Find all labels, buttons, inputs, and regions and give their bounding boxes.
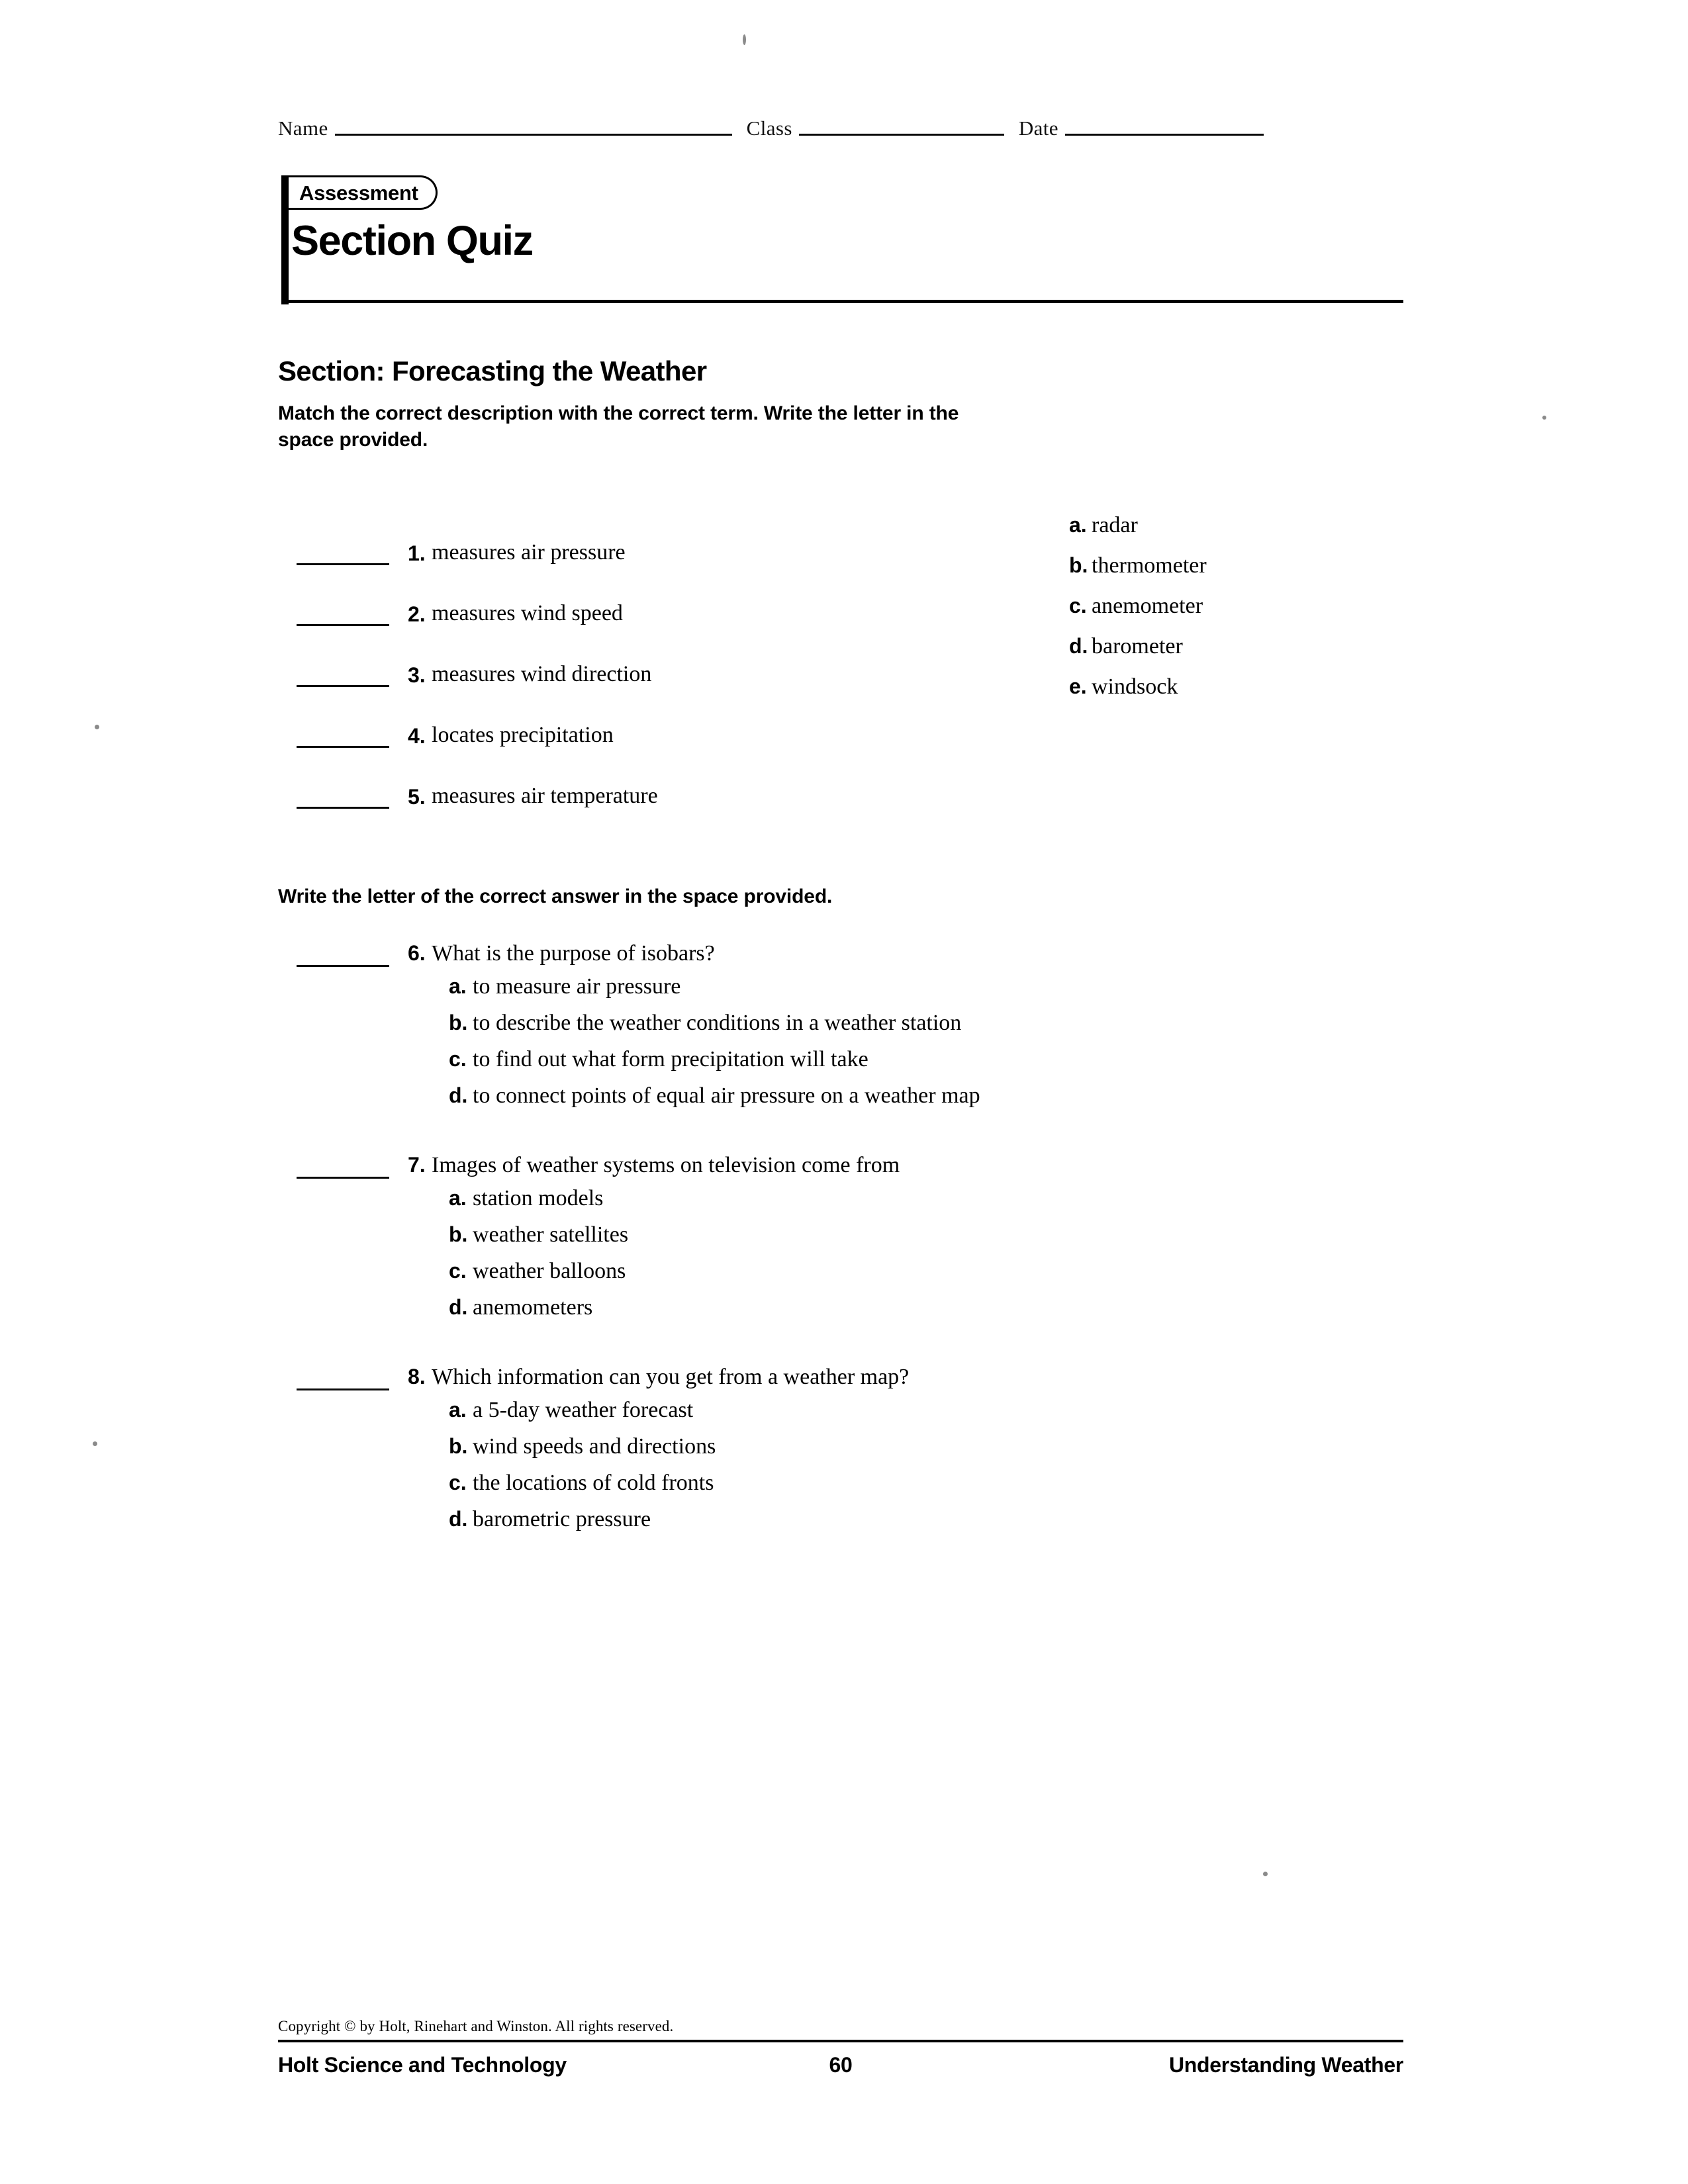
term-text: barometer bbox=[1092, 634, 1183, 659]
answer-blank[interactable] bbox=[297, 965, 389, 967]
student-info-line bbox=[278, 118, 1403, 138]
item-text: measures wind speed bbox=[432, 601, 623, 625]
choice-option[interactable] bbox=[449, 1398, 1403, 1434]
choice-option[interactable] bbox=[449, 1295, 1403, 1332]
question-item bbox=[278, 1363, 1403, 1543]
assessment-badge-label: Assessment bbox=[299, 181, 418, 205]
section-heading: Section: Forecasting the Weather bbox=[278, 355, 707, 387]
term-option bbox=[1069, 674, 1400, 715]
masthead bbox=[278, 169, 1403, 304]
term-letter: a. bbox=[1069, 513, 1087, 537]
scan-speckle bbox=[93, 1441, 97, 1446]
question-number: 6. bbox=[408, 941, 426, 965]
choice-option[interactable] bbox=[449, 1047, 1403, 1083]
date-blank-line[interactable] bbox=[1065, 133, 1264, 136]
item-number: 3. bbox=[408, 663, 426, 687]
choice-letter: a. bbox=[449, 1398, 467, 1422]
footer-chapter-title: Understanding Weather bbox=[1168, 2053, 1403, 2077]
question-item bbox=[278, 1152, 1403, 1332]
scan-speckle bbox=[743, 34, 746, 45]
scan-speckle bbox=[1263, 1872, 1268, 1876]
choice-option[interactable] bbox=[449, 974, 1403, 1011]
choice-option[interactable] bbox=[449, 1011, 1403, 1047]
matching-directions: Match the correct description with the correct term. Write the letter in the space provided. bbox=[278, 402, 959, 451]
footer-rule bbox=[278, 2040, 1403, 2042]
choice-text: barometric pressure bbox=[473, 1507, 651, 1531]
matching-row bbox=[278, 516, 1006, 577]
term-text: radar bbox=[1092, 513, 1138, 537]
masthead-horizontal-rule bbox=[281, 300, 1403, 303]
item-text: measures air pressure bbox=[432, 540, 626, 565]
term-text: thermometer bbox=[1092, 553, 1207, 578]
scan-speckle bbox=[95, 725, 99, 729]
choice-text: to find out what form precipitation will take bbox=[473, 1047, 868, 1071]
question-stem: Images of weather systems on television come from bbox=[432, 1153, 900, 1177]
term-option bbox=[1069, 513, 1400, 553]
question-stem-row bbox=[278, 940, 1403, 974]
page-title: Section Quiz bbox=[291, 218, 533, 264]
item-number: 2. bbox=[408, 602, 426, 626]
choice-option[interactable] bbox=[449, 1222, 1403, 1259]
choice-letter: b. bbox=[449, 1222, 468, 1246]
item-text: measures wind direction bbox=[432, 662, 652, 686]
matching-row bbox=[278, 760, 1006, 821]
question-item bbox=[278, 940, 1403, 1120]
term-text: windsock bbox=[1092, 674, 1178, 699]
choice-letter: b. bbox=[449, 1011, 468, 1034]
choice-letter: d. bbox=[449, 1507, 468, 1531]
page-content-column bbox=[278, 0, 1403, 2184]
date-label: Date bbox=[1018, 116, 1058, 140]
answer-blank[interactable] bbox=[297, 624, 389, 626]
choice-text: the locations of cold fronts bbox=[473, 1471, 714, 1495]
term-letter: d. bbox=[1069, 634, 1088, 658]
term-option bbox=[1069, 553, 1400, 594]
choice-text: a 5-day weather forecast bbox=[473, 1398, 694, 1422]
choice-option[interactable] bbox=[449, 1471, 1403, 1507]
choice-letter: c. bbox=[449, 1259, 467, 1283]
question-stem-row bbox=[278, 1152, 1403, 1186]
choice-text: weather satellites bbox=[473, 1222, 629, 1247]
question-stem: What is the purpose of isobars? bbox=[432, 941, 715, 966]
choice-letter: a. bbox=[449, 1186, 467, 1210]
footer-book-title: Holt Science and Technology bbox=[278, 2053, 567, 2077]
footer-row bbox=[278, 2053, 1403, 2077]
question-stem-row bbox=[278, 1363, 1403, 1398]
multiple-choice-list bbox=[278, 940, 1403, 1575]
term-option bbox=[1069, 594, 1400, 634]
choice-letter: d. bbox=[449, 1295, 468, 1319]
choice-text: wind speeds and directions bbox=[473, 1434, 716, 1459]
item-number: 5. bbox=[408, 785, 426, 809]
page-footer bbox=[278, 2019, 1403, 2077]
term-text: anemometer bbox=[1092, 594, 1203, 618]
choice-text: to describe the weather conditions in a weather station bbox=[473, 1011, 962, 1035]
answer-blank[interactable] bbox=[297, 1177, 389, 1179]
answer-blank[interactable] bbox=[297, 807, 389, 809]
item-number: 4. bbox=[408, 724, 426, 748]
choice-text: to measure air pressure bbox=[473, 974, 681, 999]
item-text: measures air temperature bbox=[432, 784, 658, 808]
choice-text: to connect points of equal air pressure on a weather map bbox=[473, 1083, 980, 1108]
answer-blank[interactable] bbox=[297, 685, 389, 687]
item-text: locates precipitation bbox=[432, 723, 614, 747]
choice-letter: d. bbox=[449, 1083, 468, 1107]
choice-option[interactable] bbox=[449, 1434, 1403, 1471]
choice-letter: b. bbox=[449, 1434, 468, 1458]
matching-descriptions-column bbox=[278, 516, 1006, 821]
term-letter: e. bbox=[1069, 674, 1087, 698]
scan-speckle bbox=[1542, 416, 1546, 420]
question-number: 7. bbox=[408, 1153, 426, 1177]
matching-terms-column bbox=[1069, 513, 1400, 715]
matching-row bbox=[278, 699, 1006, 760]
copyright-notice: Copyright © by Holt, Rinehart and Winston. All rights reserved. bbox=[278, 2018, 674, 2034]
choice-text: anemometers bbox=[473, 1295, 593, 1320]
choice-option[interactable] bbox=[449, 1507, 1403, 1543]
name-label: Name bbox=[278, 116, 328, 140]
assessment-badge bbox=[289, 175, 438, 210]
class-blank-line[interactable] bbox=[799, 133, 1004, 136]
choice-letter: c. bbox=[449, 1047, 467, 1071]
page-number: 60 bbox=[829, 2053, 853, 2077]
multiple-choice-directions: Write the letter of the correct answer in the space provided. bbox=[278, 886, 833, 907]
question-stem: Which information can you get from a weather map? bbox=[432, 1365, 910, 1389]
choice-text: station models bbox=[473, 1186, 604, 1210]
masthead-vertical-bar bbox=[281, 175, 289, 304]
choice-option[interactable] bbox=[449, 1083, 1403, 1120]
question-number: 8. bbox=[408, 1365, 426, 1388]
term-letter: b. bbox=[1069, 553, 1088, 577]
matching-row bbox=[278, 577, 1006, 638]
choice-text: weather balloons bbox=[473, 1259, 626, 1283]
term-option bbox=[1069, 634, 1400, 674]
choice-option[interactable] bbox=[449, 1186, 1403, 1222]
choice-letter: c. bbox=[449, 1471, 467, 1494]
choice-option[interactable] bbox=[449, 1259, 1403, 1295]
choice-letter: a. bbox=[449, 974, 467, 998]
class-label: Class bbox=[746, 116, 792, 140]
item-number: 1. bbox=[408, 541, 426, 565]
answer-blank[interactable] bbox=[297, 746, 389, 748]
matching-row bbox=[278, 638, 1006, 699]
name-blank-line[interactable] bbox=[335, 133, 732, 136]
answer-blank[interactable] bbox=[297, 1388, 389, 1390]
term-letter: c. bbox=[1069, 594, 1087, 617]
answer-blank[interactable] bbox=[297, 563, 389, 565]
